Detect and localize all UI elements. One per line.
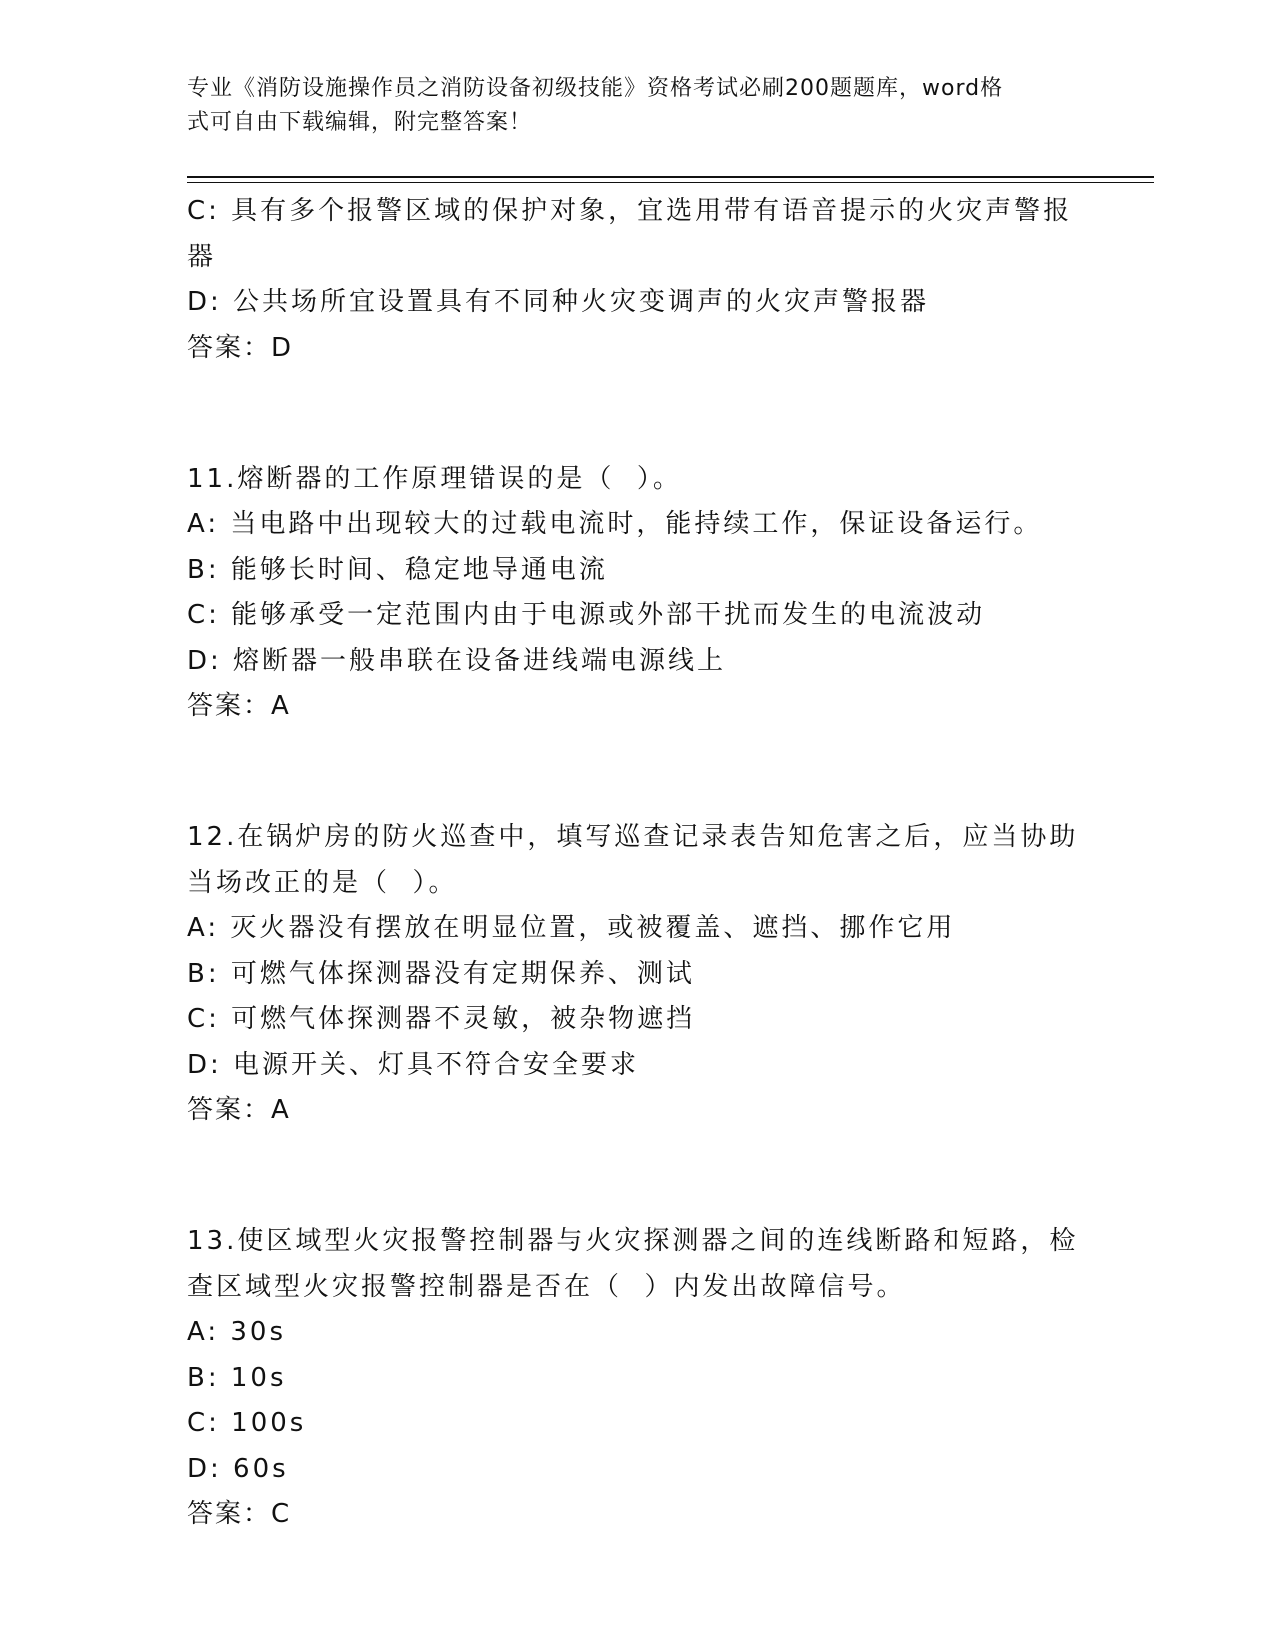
question-stem: 13.使区域型火灾报警控制器与火灾探测器之间的连线断路和短路，检 xyxy=(187,1226,1079,1256)
option-c: C: 可燃气体探测器不灵敏，被杂物遮挡 xyxy=(187,1004,696,1034)
spacer xyxy=(187,417,1087,457)
spacer xyxy=(187,1134,1087,1180)
option-b: B: 可燃气体探测器没有定期保养、测试 xyxy=(187,958,695,989)
question-block-prev xyxy=(187,189,1087,371)
option-b: B: 能够长时间、稳定地导通电流 xyxy=(187,554,608,585)
spacer xyxy=(187,371,1087,417)
question-stem-continued: 当场改正的是（ ）。 xyxy=(187,867,458,898)
option-c: C: 能够承受一定范围内由于电源或外部干扰而发生的电流波动 xyxy=(187,600,986,630)
header-line-2: 式可自由下载编辑，附完整答案！ xyxy=(187,110,533,135)
question-block-13 xyxy=(187,1219,1087,1538)
header-rule-thin xyxy=(187,182,1154,183)
spacer xyxy=(187,730,1087,776)
option-c-continued: 器 xyxy=(187,241,217,272)
spacer xyxy=(187,775,1087,815)
question-stem: 12.在锅炉房的防火巡查中，填写巡查记录表告知危害之后，应当协助 xyxy=(187,822,1079,852)
answer-line: 答案：A xyxy=(187,1095,291,1125)
option-c: C: 100s xyxy=(187,1408,307,1438)
spacer xyxy=(187,1179,1087,1219)
option-d: D: 60s xyxy=(187,1453,289,1484)
answer-line: 答案：A xyxy=(187,691,291,721)
header-line-1: 专业《消防设施操作员之消防设备初级技能》资格考试必刷200题题库，word格 xyxy=(187,76,1004,101)
answer-line: 答案：C xyxy=(187,1499,292,1529)
option-c: C: 具有多个报警区域的保护对象，宜选用带有语音提示的火灾声警报 xyxy=(187,196,1073,226)
header-rule-thick xyxy=(187,176,1154,178)
option-a: A: 灭火器没有摆放在明显位置，或被覆盖、遮挡、挪作它用 xyxy=(187,913,956,943)
option-a: A: 30s xyxy=(187,1317,286,1347)
option-d: D: 电源开关、灯具不符合安全要求 xyxy=(187,1049,640,1080)
question-stem: 11.熔断器的工作原理错误的是（ ）。 xyxy=(187,463,682,494)
document-header xyxy=(187,72,1067,140)
question-block-12 xyxy=(187,815,1087,1134)
answer-line: 答案：D xyxy=(187,332,294,363)
option-a: A: 当电路中出现较大的过载电流时，能持续工作，保证设备运行。 xyxy=(187,509,1043,539)
question-block-11 xyxy=(187,457,1087,730)
option-b: B: 10s xyxy=(187,1362,287,1393)
question-list xyxy=(187,189,1087,1538)
option-d: D: 公共场所宜设置具有不同种火灾变调声的火灾声警报器 xyxy=(187,287,930,317)
question-stem-continued: 查区域型火灾报警控制器是否在（ ）内发出故障信号。 xyxy=(187,1271,906,1302)
option-d: D: 熔断器一般串联在设备进线端电源线上 xyxy=(187,645,727,676)
